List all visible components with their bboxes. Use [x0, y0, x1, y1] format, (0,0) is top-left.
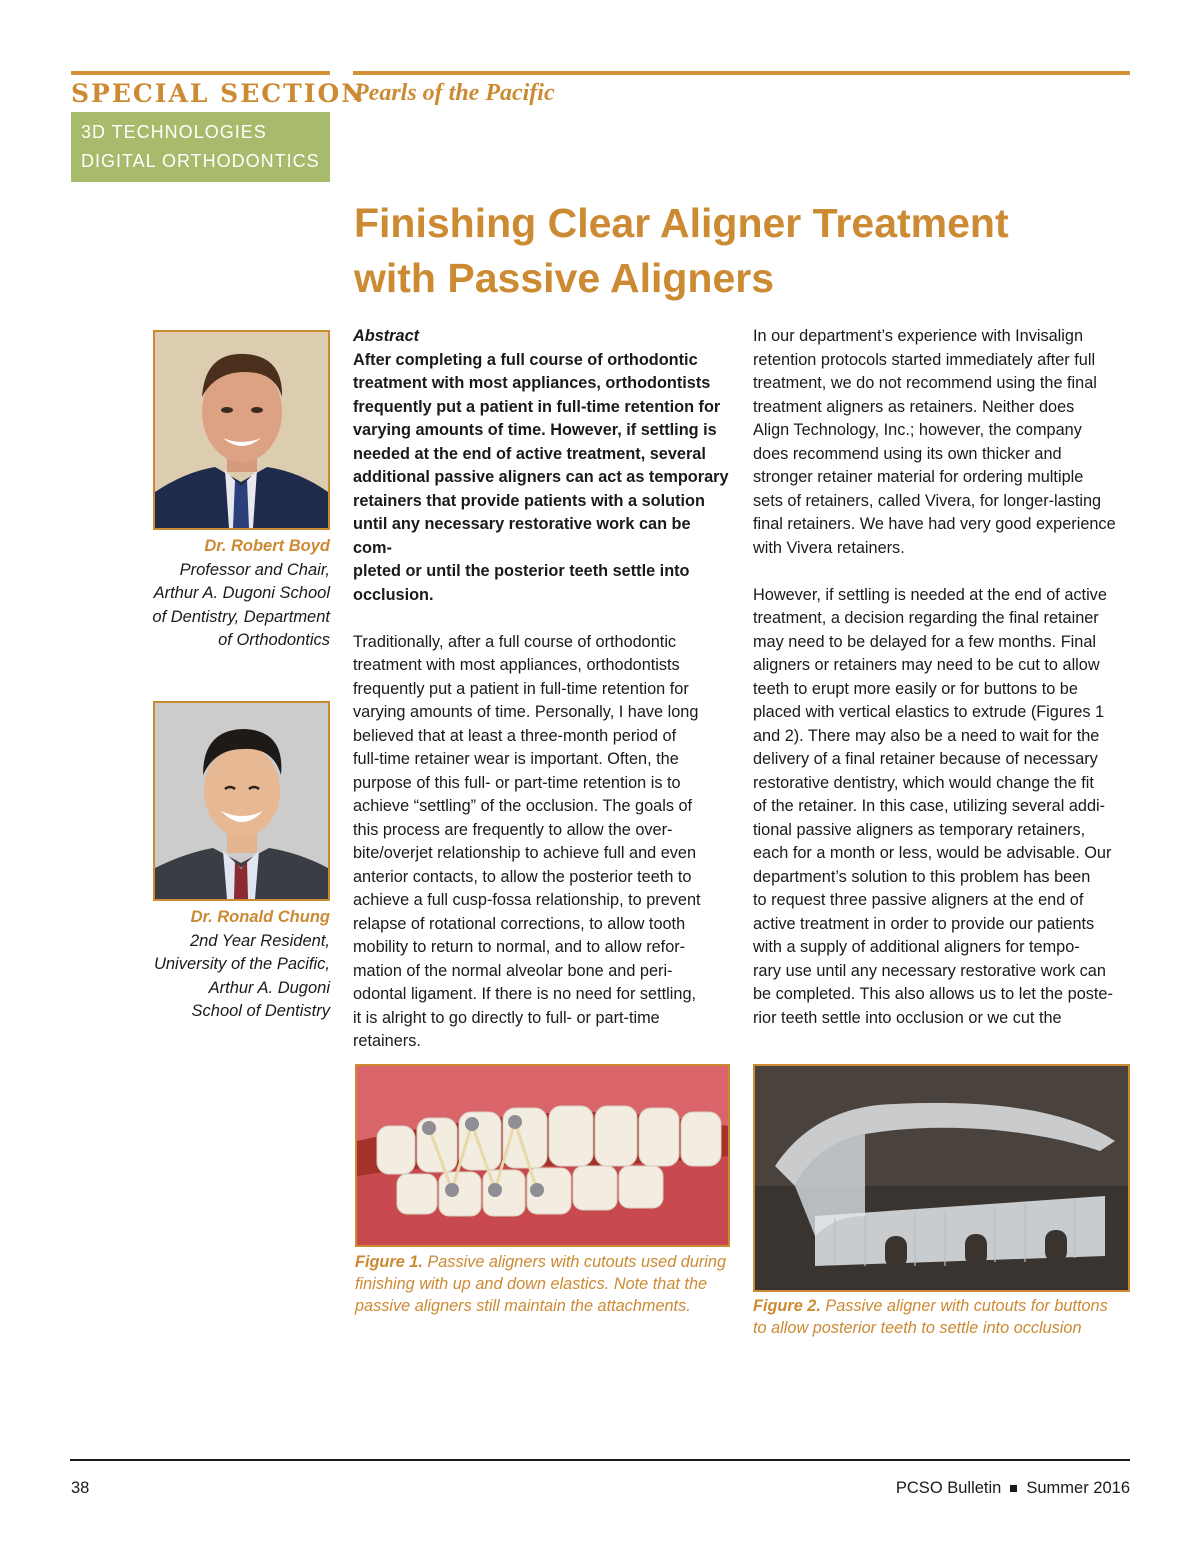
- footer-rule: [70, 1459, 1130, 1461]
- body-line: with Vivera retainers.: [753, 538, 905, 557]
- body-line: tional passive aligners as temporary retainers,: [753, 820, 1086, 839]
- body-line: treatment, we do not recommend using the final: [753, 374, 1097, 392]
- body-line: placed with vertical elastics to extrude (Figures 1: [753, 703, 1105, 721]
- body-line: Traditionally, after a full course of orthodontic: [353, 632, 677, 651]
- author-affiliation-line: Arthur A. Dugoni School: [153, 584, 330, 602]
- body-line: and 2). There may also be a need to wait for the: [753, 726, 1100, 745]
- abstract-line: frequently put a patient in full-time retention for: [353, 397, 721, 416]
- article-title-line: Finishing Clear Aligner Treatment: [354, 200, 1009, 246]
- body-line: purpose of this full- or part-time retention is to: [353, 773, 681, 792]
- figure-label: Figure 2.: [753, 1297, 821, 1315]
- separator-square-icon: [1010, 1485, 1017, 1492]
- body-line: believed that at least a three-month period of: [353, 726, 677, 745]
- footer-publication: [896, 1479, 1130, 1498]
- section-topic: 3D TECHNOLOGIES: [81, 122, 267, 142]
- abstract-line: pleted or until the posterior teeth settle into: [353, 562, 690, 580]
- body-column-right: [753, 325, 1130, 1030]
- author-info-chung: [130, 906, 330, 1024]
- author-affiliation-line: Professor and Chair,: [179, 560, 330, 579]
- article-title-line: with Passive Aligners: [354, 255, 775, 301]
- body-line: varying amounts of time. Personally, I have long: [353, 703, 699, 721]
- body-line: it is alright to go directly to full- or part-time: [353, 1008, 660, 1027]
- clear-aligner-illustration: [755, 1066, 1128, 1290]
- caption-line: [355, 1251, 733, 1273]
- abstract-heading: Abstract: [353, 327, 420, 345]
- body-line: Align Technology, Inc.; however, the company: [753, 421, 1082, 439]
- figure-2-image: [753, 1064, 1130, 1292]
- author-name: Dr. Ronald Chung: [190, 908, 330, 926]
- caption-line: finishing with up and down elastics. Note that the: [355, 1275, 708, 1293]
- abstract-line: until any necessary restorative work can be com-: [353, 515, 691, 557]
- body-line: teeth to erupt more easily or for buttons to be: [753, 679, 1078, 698]
- body-line: retention protocols started immediately after full: [753, 350, 1096, 369]
- caption-line: [753, 1295, 1131, 1317]
- body-line: this process are frequently to allow the over-: [353, 820, 673, 839]
- section-topics-box: [71, 112, 330, 182]
- body-line: stronger retainer material for ordering multiple: [753, 468, 1084, 486]
- body-line: department’s solution to this problem has been: [753, 867, 1091, 886]
- author-affiliation-line: of Dentistry, Department: [152, 607, 330, 626]
- abstract-line: varying amounts of time. However, if settling is: [353, 421, 717, 439]
- body-line: achieve “settling” of the occlusion. The goals of: [353, 797, 693, 815]
- body-line: treatment, a decision regarding the final retainer: [753, 609, 1099, 627]
- caption-line: passive aligners still maintain the attachments.: [355, 1297, 691, 1315]
- author-name: Dr. Robert Boyd: [204, 537, 330, 555]
- figure-1-caption: [355, 1251, 733, 1317]
- abstract-line: needed at the end of active treatment, several: [353, 444, 706, 463]
- article-title: [354, 196, 1134, 306]
- figure-2-caption: [753, 1295, 1131, 1339]
- page-number: 38: [71, 1479, 90, 1497]
- issue-name: Summer 2016: [1026, 1479, 1130, 1497]
- body-line: aligners or retainers may need to be cut to allow: [753, 656, 1100, 674]
- body-line: with a supply of additional aligners for tempo-: [753, 938, 1080, 956]
- author-affiliation-line: of Orthodontics: [218, 631, 330, 649]
- publication-name: PCSO Bulletin: [895, 1479, 1002, 1497]
- body-line: restorative dentistry, which would change the fit: [753, 773, 1094, 792]
- author-affiliation-line: Arthur A. Dugoni: [208, 978, 330, 997]
- body-line: does recommend using its own thicker and: [753, 444, 1062, 463]
- portrait-illustration: [155, 703, 328, 899]
- abstract-line: treatment with most appliances, orthodontists: [353, 374, 711, 392]
- body-line: be completed. This also allows us to let the poste-: [753, 985, 1113, 1003]
- body-paragraph: [753, 584, 1130, 1031]
- figure-label: Figure 1.: [355, 1253, 423, 1271]
- body-line: rior teeth settle into occlusion or we cut the: [753, 1008, 1062, 1027]
- body-line: frequently put a patient in full-time retention for: [353, 679, 689, 698]
- caption-text: Passive aligners with cutouts used during: [422, 1253, 727, 1271]
- body-line: mobility to return to normal, and to allow refor-: [353, 938, 686, 956]
- body-line: may need to be delayed for a few months. Final: [753, 632, 1097, 651]
- body-line: each for a month or less, would be advisable. Our: [753, 844, 1112, 862]
- body-line: treatment with most appliances, orthodontists: [353, 656, 680, 674]
- caption-text: Passive aligner with cutouts for buttons: [820, 1297, 1108, 1315]
- section-rule-right: [353, 71, 1130, 75]
- body-line: In our department’s experience with Invisalign: [753, 327, 1084, 345]
- abstract-line: retainers that provide patients with a solution: [353, 491, 705, 510]
- figure-1-image: [355, 1064, 730, 1247]
- abstract-line: occlusion.: [353, 585, 434, 604]
- abstract-line: After completing a full course of orthodontic: [353, 350, 698, 369]
- teeth-with-elastics-illustration: [357, 1066, 728, 1245]
- abstract-line: additional passive aligners can act as temporary: [353, 468, 729, 486]
- body-line: final retainers. We have had very good experience: [753, 515, 1116, 533]
- body-line: However, if settling is needed at the end of active: [753, 585, 1107, 604]
- body-line: sets of retainers, called Vivera, for longer-lasting: [753, 491, 1102, 510]
- section-rule-left: [71, 71, 330, 75]
- abstract-text: [353, 349, 729, 608]
- series-title: Pearls of the Pacific: [354, 80, 555, 106]
- body-line: retainers.: [353, 1032, 421, 1050]
- body-paragraph: [353, 631, 729, 1054]
- body-line: bite/overjet relationship to achieve full and even: [353, 844, 697, 862]
- section-topic: DIGITAL ORTHODONTICS: [81, 151, 320, 171]
- author-affiliation-line: School of Dentistry: [191, 1002, 330, 1020]
- body-paragraph: [753, 325, 1130, 560]
- body-line: of the retainer. In this case, utilizing several addi-: [753, 797, 1106, 815]
- body-line: anterior contacts, to allow the posterior teeth to: [353, 867, 692, 886]
- portrait-illustration: [155, 332, 328, 528]
- body-line: full-time retainer wear is important. Often, the: [353, 750, 679, 768]
- body-line: treatment aligners as retainers. Neither does: [753, 397, 1075, 416]
- caption-line: to allow posterior teeth to settle into occlusion: [753, 1319, 1082, 1337]
- body-line: to request three passive aligners at the end of: [753, 891, 1084, 909]
- author-photo-chung: [153, 701, 330, 901]
- special-section-label: SPECIAL SECTION: [71, 79, 367, 108]
- body-line: odontal ligament. If there is no need for settling,: [353, 985, 697, 1003]
- body-line: delivery of a final retainer because of necessary: [753, 750, 1098, 768]
- body-line: mation of the normal alveolar bone and peri-: [353, 961, 673, 980]
- body-line: achieve a full cusp-fossa relationship, to prevent: [353, 891, 701, 909]
- body-line: relapse of rotational corrections, to allow tooth: [353, 914, 686, 933]
- author-affiliation-line: 2nd Year Resident,: [189, 931, 330, 950]
- body-line: rary use until any necessary restorative work can: [753, 961, 1106, 980]
- author-photo-boyd: [153, 330, 330, 530]
- author-info-boyd: [130, 535, 330, 653]
- body-line: active treatment in order to provide our patients: [753, 914, 1095, 933]
- body-column-middle: [353, 325, 729, 1054]
- author-affiliation-line: University of the Pacific,: [153, 955, 330, 973]
